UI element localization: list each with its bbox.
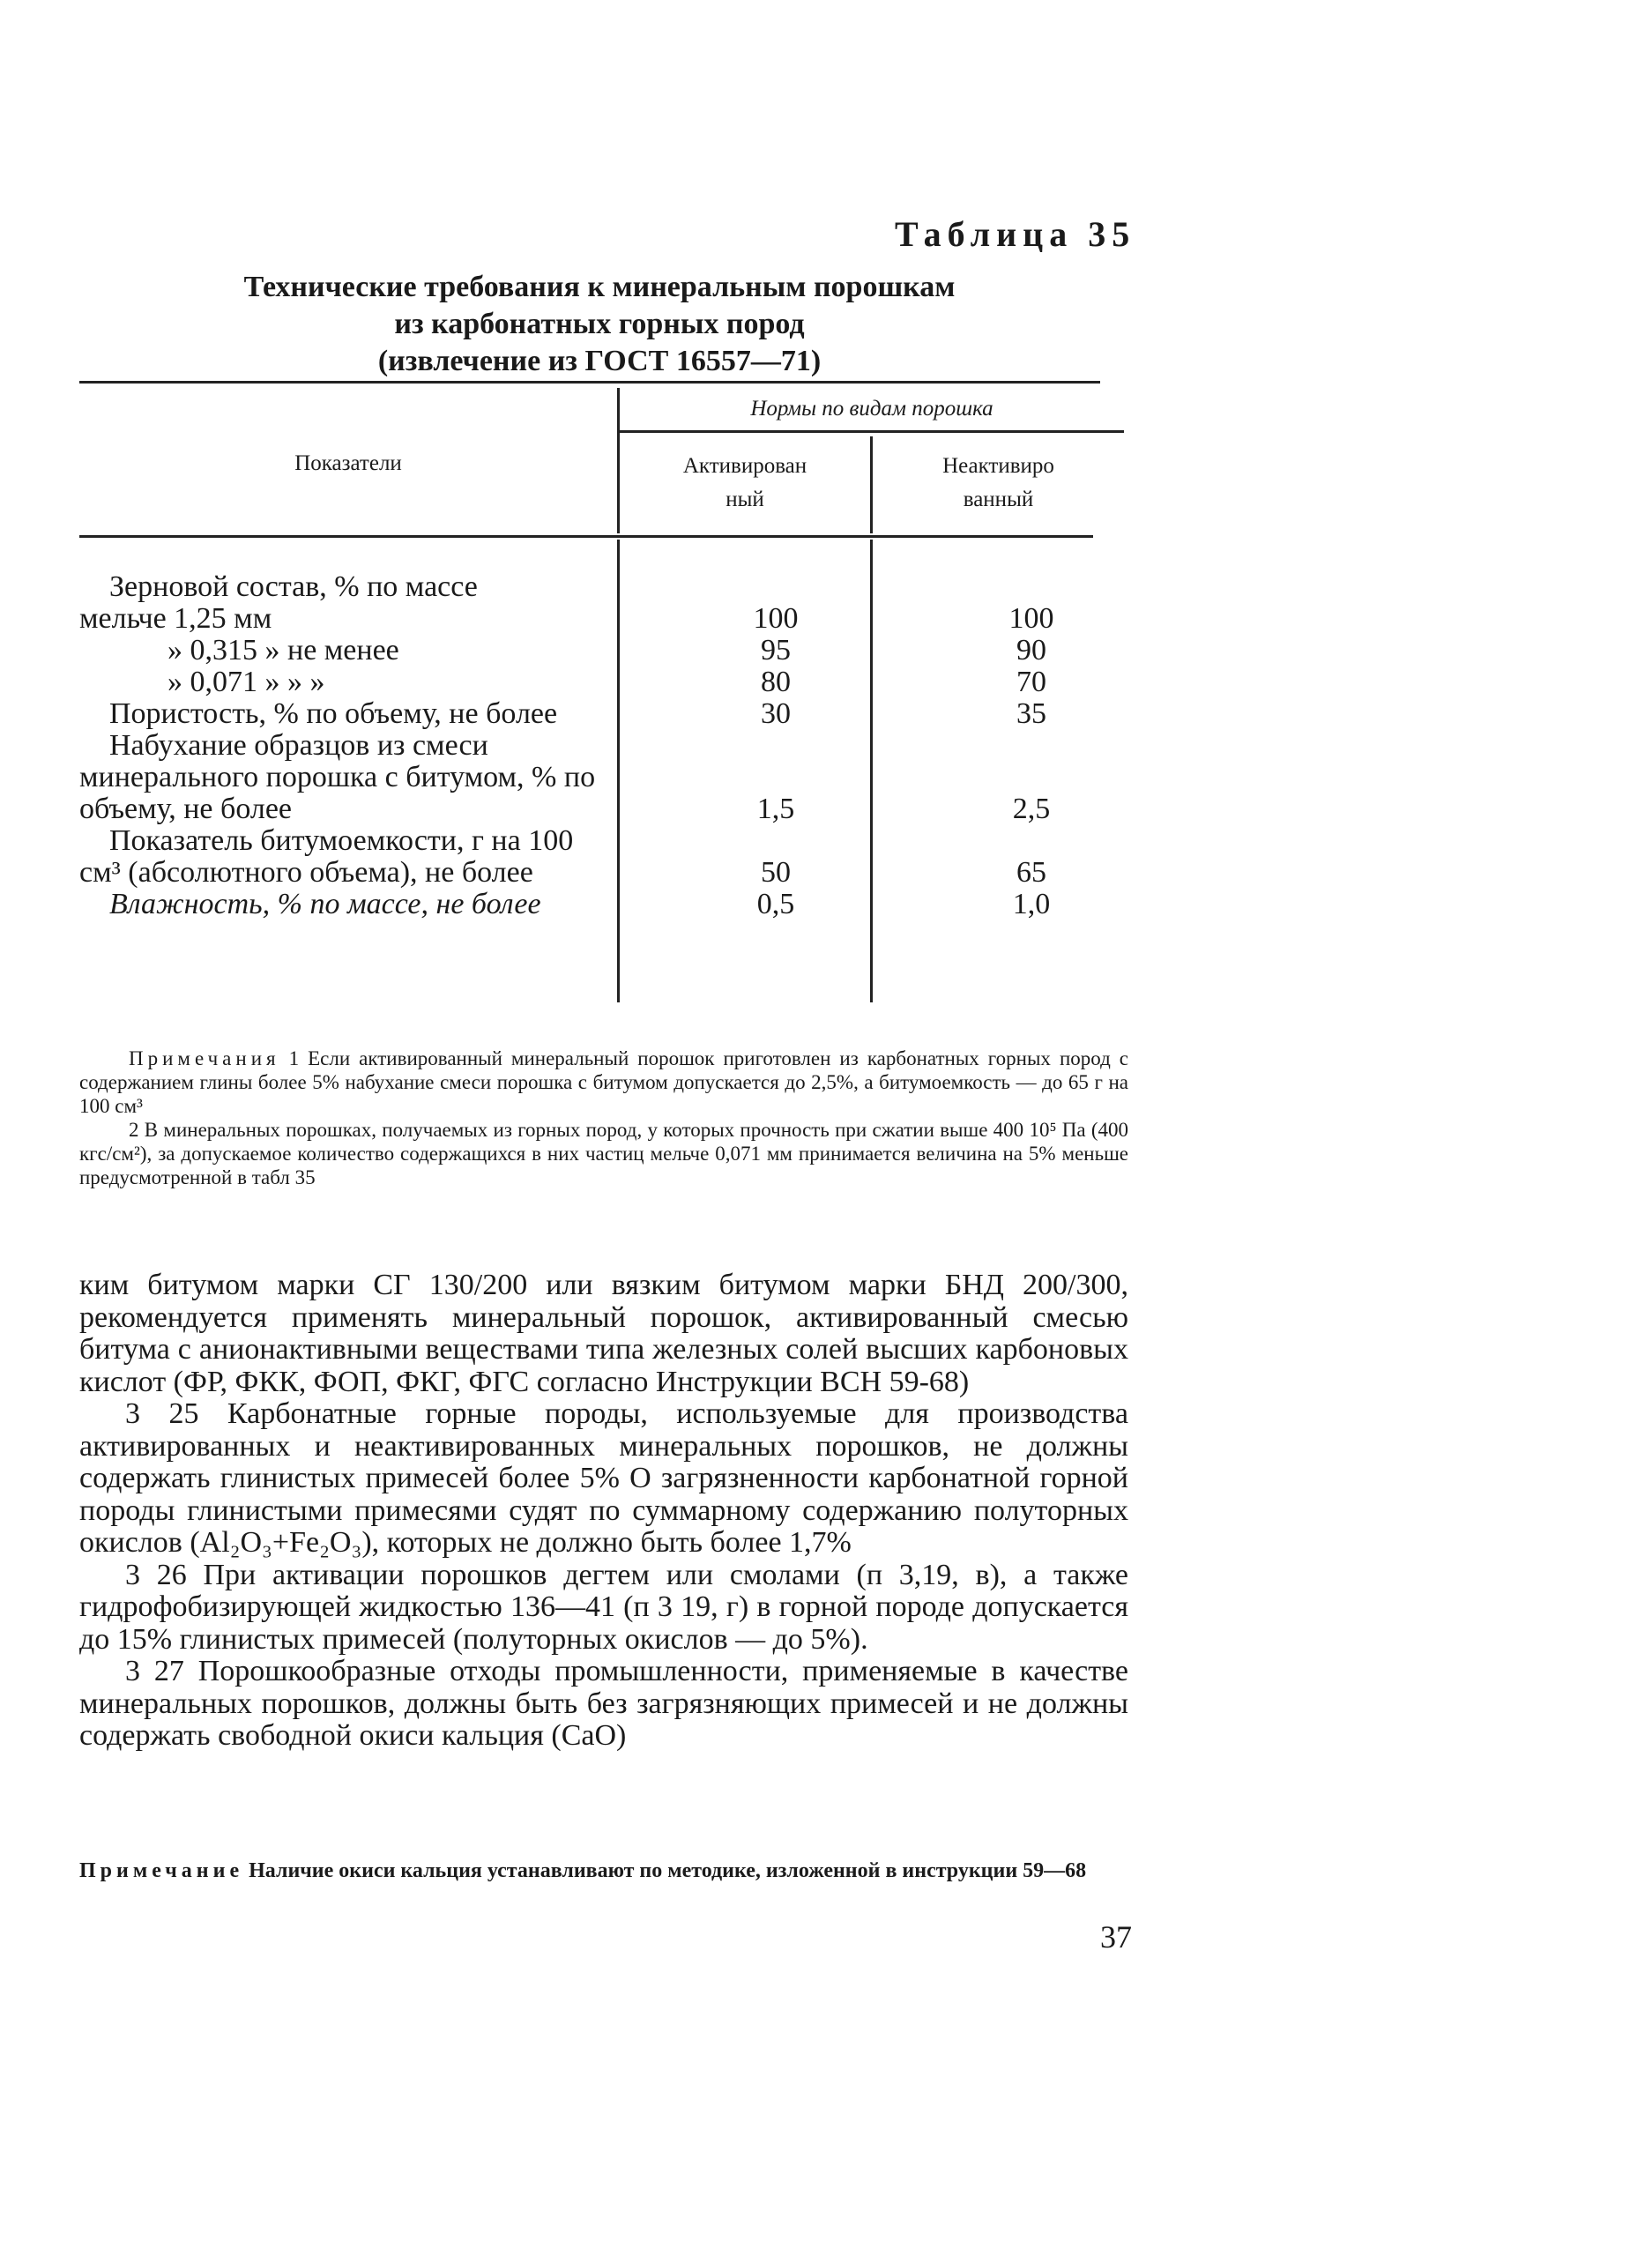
value-inactive: 2,5	[1012, 793, 1051, 825]
table-row	[79, 667, 1093, 698]
value-activated: 95	[761, 634, 791, 667]
caption-line-3: (извлечение из ГОСТ 16557—71)	[377, 345, 822, 377]
row-label: Пористость, % по объему, не более	[109, 697, 558, 730]
header-activated-line-1: Активирован	[682, 454, 807, 478]
row-label: » 0,315 » не менее	[167, 634, 399, 667]
value-inactive: 65	[1016, 856, 1046, 889]
paragraph-3-27: 3 27 Порошкообразные отходы промышленности, применяемые в качестве минеральных порошков, должны быть без загрязняющих примесей и не должны содержать свободной окиси кальция (CaO)	[79, 1655, 1128, 1752]
value-activated: 0,5	[756, 888, 795, 920]
caption-line-2: из карбонатных горных пород	[394, 308, 805, 340]
table-caption	[176, 269, 1023, 380]
paragraph-3-25: 3 25 Карбонатные горные породы, используемые для производства активированных и неактивированных минеральных порошков, не должны содержать глинистых примесей более 5% О загрязненности карбонатной горной породы глинистыми примесями судят по суммарному содержанию полуторных окислов (Al₂O₃+Fe₂O₃), которых не должно быть более 1,7%	[79, 1397, 1128, 1559]
header-inactive	[873, 450, 1124, 517]
notes-label: Примечания	[129, 1047, 280, 1069]
row-label: Показатель битумоемкости, г на 100 см³ (абсолютного объема), не более	[79, 824, 574, 889]
table-number: Таблица 35	[895, 214, 1136, 254]
value-inactive: 35	[1016, 697, 1046, 730]
value-activated: 50	[761, 856, 791, 889]
value-inactive: 90	[1016, 634, 1046, 667]
row-label: Влажность, % по массе, не более	[109, 888, 541, 920]
header-activated-line-2: ный	[726, 488, 764, 511]
table-body	[79, 571, 1093, 920]
norms-underline	[620, 430, 1124, 433]
footnote	[79, 1858, 1128, 1883]
table-row	[79, 698, 1093, 730]
value-activated: 30	[761, 697, 791, 730]
value-activated: 100	[753, 602, 799, 635]
note-2: 2 В минеральных порошках, получаемых из горных пород, у которых прочность при сжатии выше 400 10⁵ Па (400 кгс/см²), за допускаемое количество содержащихся в них частиц мельче 0,071 мм принимается величина на 5% меньше предусмотренной в табл 35	[79, 1119, 1128, 1188]
row-label: Зерновой состав, % по массе	[109, 570, 478, 603]
footnote-text: Наличие окиси кальция устанавливают по методике, изложенной в инструкции 59—68	[249, 1859, 1087, 1882]
row-label: мельче 1,25 мм	[79, 602, 272, 635]
value-activated: 1,5	[756, 793, 795, 825]
caption-line-1: Технические требования к минеральным порошкам	[243, 271, 956, 303]
page-number: 37	[1100, 1919, 1132, 1955]
header-parameters: Показатели	[294, 451, 402, 475]
table-row	[79, 571, 1093, 603]
value-activated: 80	[761, 666, 791, 698]
value-inactive: 70	[1016, 666, 1046, 698]
header-norms: Нормы по видам порошка	[750, 397, 993, 421]
table-row	[79, 635, 1093, 667]
body-text	[79, 1270, 1128, 1753]
table-row	[79, 889, 1093, 920]
paragraph-3-26: 3 26 При активации порошков дегтем или смолами (п 3,19, в), а также гидрофобизирующей жидкостью 136—41 (п 3 19, г) в горной породе допускается до 15% глинистых примесей (полуторных окислов — до 5%).	[79, 1558, 1128, 1656]
header-inactive-line-2: ванный	[963, 488, 1034, 511]
row-label: » 0,071 » » »	[167, 666, 325, 698]
note-1: 1 Если активированный минеральный порошок приготовлен из карбонатных горных пород с содержанием глины более 5% набухание смеси порошка с битумом допускается до 2,5%, а битумоемкость — до 65 г на 100 см³	[79, 1047, 1129, 1117]
header-bottom-rule	[79, 535, 1093, 538]
table-row	[79, 825, 1093, 889]
footnote-label: Примечание	[79, 1859, 244, 1882]
table-row	[79, 730, 1093, 825]
value-inactive: 1,0	[1012, 888, 1051, 920]
header-activated	[620, 450, 870, 517]
value-inactive: 100	[1008, 602, 1054, 635]
header-inactive-line-1: Неактивиро	[942, 454, 1054, 478]
table-top-rule	[79, 381, 1100, 384]
paragraph-continuation: ким битумом марки СГ 130/200 или вязким битумом марки БНД 200/300, рекомендуется применять минеральный порошок, активированный смесью битума с анионактивными веществами типа железных солей высших карбоновых кислот (ФР, ФКК, ФОП, ФКГ, ФГС согласно Инструкции ВСН 59-68)	[79, 1269, 1128, 1398]
table-row	[79, 603, 1093, 635]
table-notes	[79, 1046, 1128, 1189]
row-label: Набухание образцов из смеси минерального порошка с битумом, % по объему, не более	[79, 729, 596, 825]
